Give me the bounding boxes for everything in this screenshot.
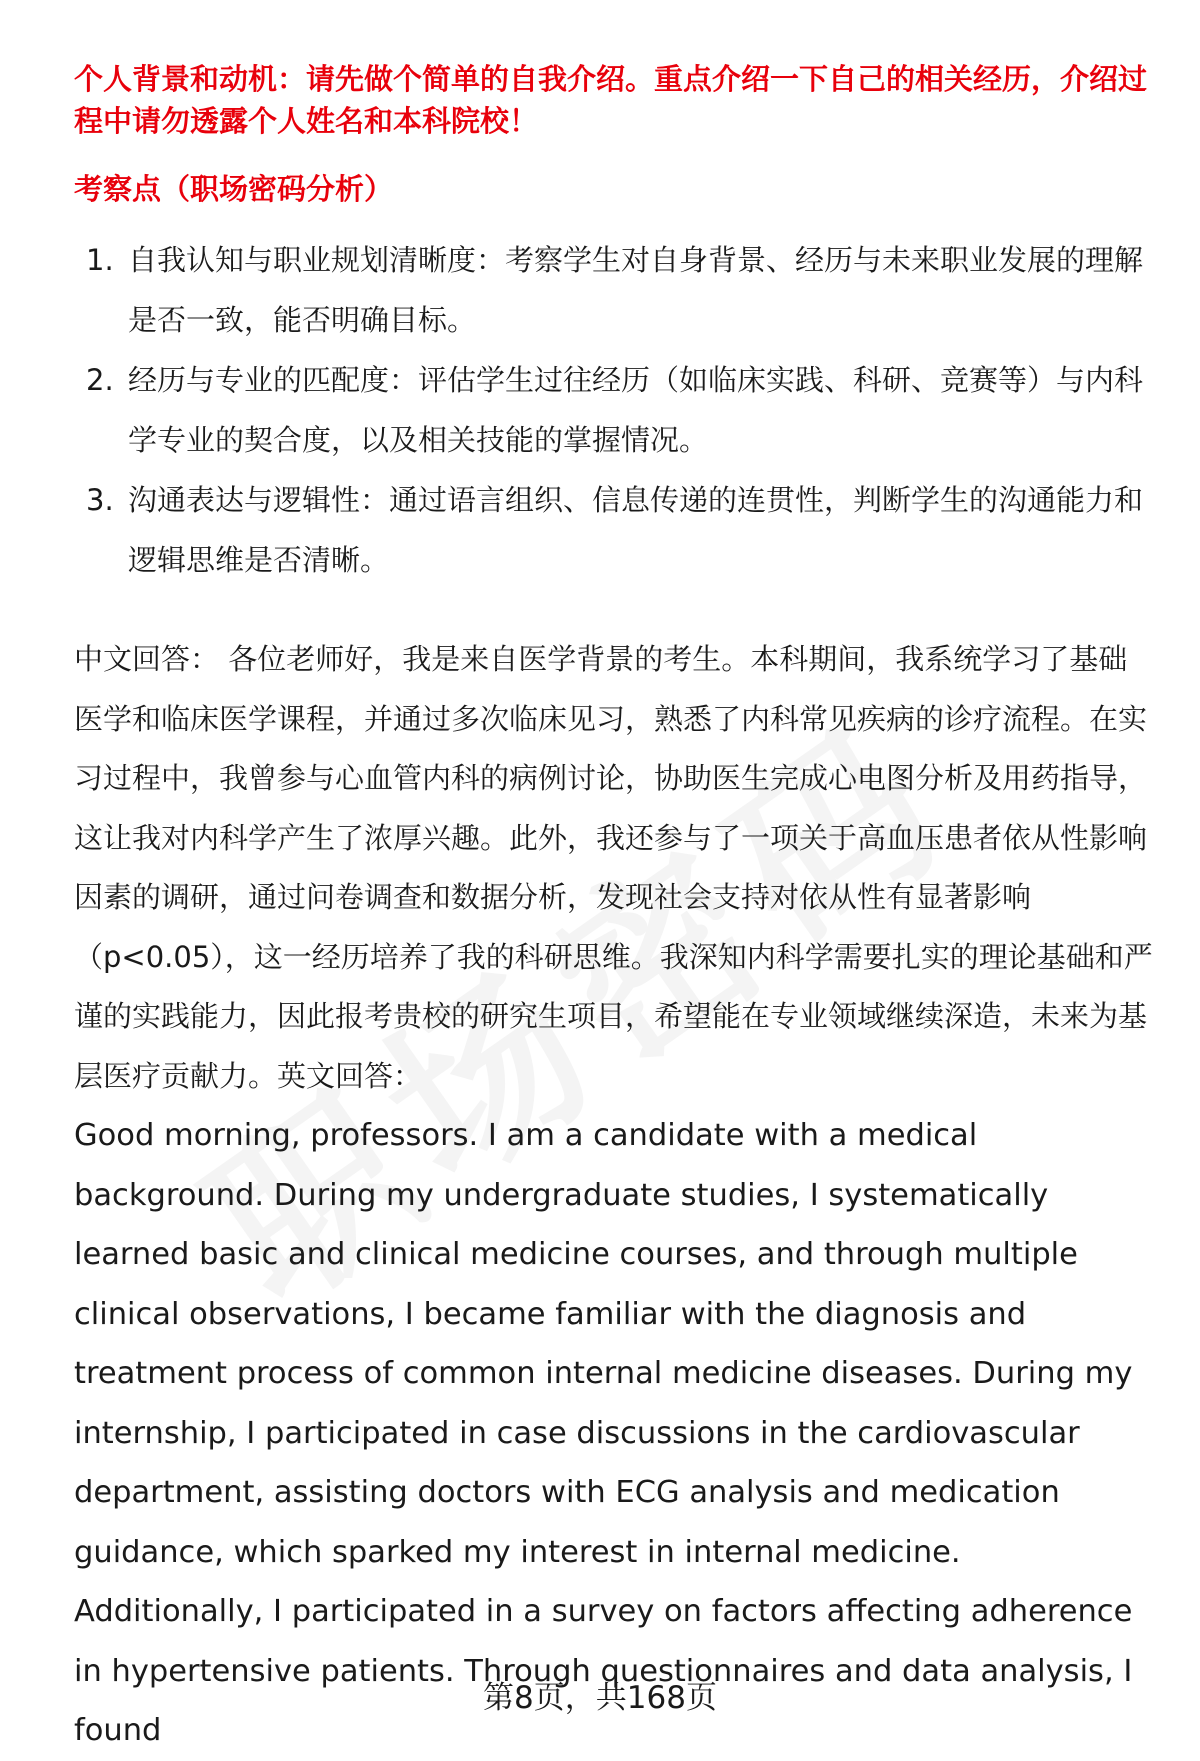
section-title: 考察点（职场密码分析） [74,172,394,206]
chinese-answer: 中文回答： 各位老师好，我是来自医学背景的考生。本科期间，我系统学习了基础医学和临床医学课程，并通过多次临床见习，熟悉了内科常见疾病的诊疗流程。在实习过程中，我曾参与心血管内科的病例讨论，协助医生完成心电图分析及用药指导，这让我对内科学产生了浓厚兴趣。此外，我还参与了一项关于高血压患者依从性影响因素的调研，通过问卷调查和数据分析，发现社会支持对依从性有显著影响（p<0.05），这一经历培养了我的科研思维。我深知内科学需要扎实的理论基础和严谨的实践能力，因此报考贵校的研究生项目，希望能在专业领域继续深造，未来为基层医疗贡献力。英文回答： [74,642,1153,1093]
list-item [74,470,1154,590]
list-item [74,230,1154,350]
english-answer: Good morning, professors. I am a candidate with a medical background. During my undergraduate studies, I systematically learned basic and clinical medicine courses, and through multiple clinical observations, I became familiar with the diagnosis and treatment process of common internal medicine diseases. During my internship, I participated in case discussions in the cardiovascular department, assisting doctors with ECG analysis and medication guidance, which sparked my interest in internal medicine. Additionally, I participated in a survey on factors affecting adherence in hypertensive patients. Through questionnaires and data analysis, I found [74,1118,1133,1748]
list-item-number: 1. [86,243,114,277]
list-item-text: 沟通表达与逻辑性：通过语言组织、信息传递的连贯性，判断学生的沟通能力和逻辑思维是否清晰。 [128,483,1144,577]
list-item-text: 经历与专业的匹配度：评估学生过往经历（如临床实践、科研、竞赛等）与内科学专业的契合度，以及相关技能的掌握情况。 [128,363,1144,457]
document-page [74,58,1154,1761]
list-item-text: 自我认知与职业规划清晰度：考察学生对自身背景、经历与未来职业发展的理解是否一致，能否明确目标。 [128,243,1144,337]
list-item-number: 2. [86,363,114,397]
list-item-number: 3. [86,483,114,517]
evaluation-points-list [74,230,1154,590]
page-footer: 第8页，共168页 [483,1680,717,1716]
question-prompt: 个人背景和动机：请先做个简单的自我介绍。重点介绍一下自己的相关经历，介绍过程中请勿透露个人姓名和本科院校！ [74,62,1148,138]
list-item [74,350,1154,470]
